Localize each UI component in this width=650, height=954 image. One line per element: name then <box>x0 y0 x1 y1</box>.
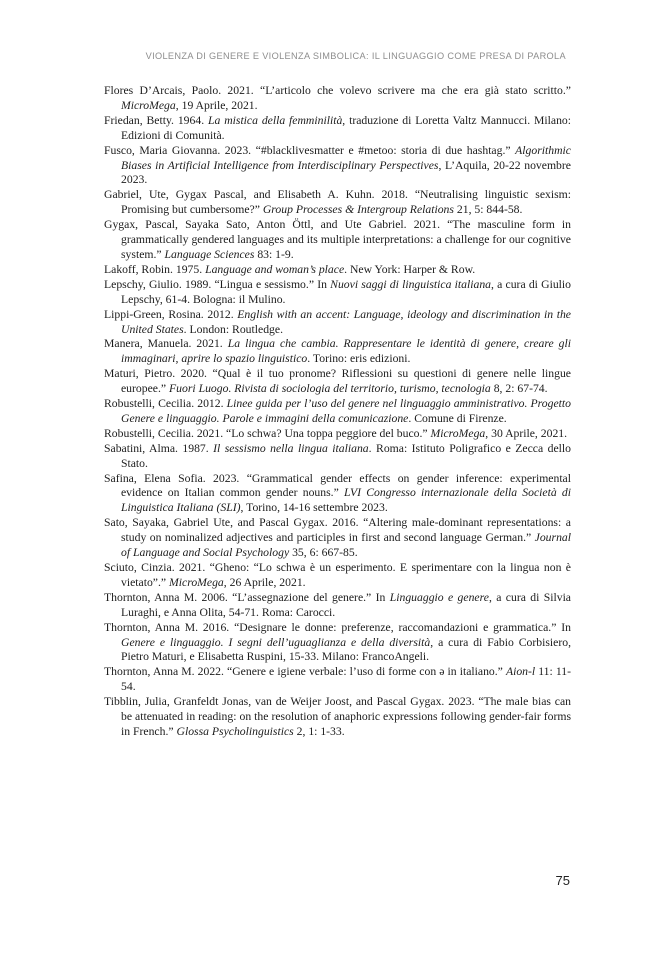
reference-entry <box>104 263 571 278</box>
reference-entry <box>104 144 571 189</box>
reference-entry <box>104 516 571 561</box>
reference-text: Sabatini, Alma. 1987. <box>104 441 214 455</box>
reference-title-italic: Il sessismo nella lingua italiana <box>213 441 369 455</box>
reference-text: . New York: Harper & Row. <box>344 262 476 276</box>
reference-entry <box>104 367 571 397</box>
reference-text: , 30 Aprile, 2021. <box>485 426 568 440</box>
reference-text: 21, 5: 844-58. <box>453 203 523 217</box>
reference-text: 8, 2: 67-74. <box>490 382 548 396</box>
reference-text: . London: Routledge. <box>183 322 283 336</box>
reference-text: Robustelli, Cecilia. 2021. “Lo schwa? Una toppa peggiore del buco.” <box>104 426 431 440</box>
reference-title-italic: Genere e linguaggio. I segni dell’uguaglianza e della diversità <box>121 635 431 649</box>
reference-title-italic: Glossa Psycholinguistics <box>176 724 294 738</box>
reference-text: Friedan, Betty. 1964. <box>104 113 208 127</box>
reference-title-italic: Fuori Luogo. Rivista di sociologia del territorio, turismo, tecnologia <box>169 382 491 396</box>
reference-text: , a cura di Silvia Luraghi, e Anna Olita, 54-71. Roma: Carocci. <box>121 590 571 619</box>
reference-entry <box>104 695 571 740</box>
reference-entry <box>104 218 571 263</box>
reference-text: , Torino, 14-16 settembre 2023. <box>240 501 388 515</box>
reference-title-italic: English with an accent: Language, ideology and discrimination in the United States <box>121 307 571 336</box>
reference-text: Flores D’Arcais, Paolo. 2021. “L’articolo che volevo scrivere ma che era già stato scritto.” <box>104 84 571 97</box>
reference-title-italic: MicroMega <box>169 575 224 589</box>
reference-title-italic: MicroMega <box>430 426 486 440</box>
reference-text: Fusco, Maria Giovanna. 2023. “#blacklivesmatter e #metoo: storia di due hashtag.” <box>104 143 516 157</box>
reference-entry <box>104 427 571 442</box>
reference-entry <box>104 278 571 308</box>
reference-text: , a cura di Giulio Lepschy, 61-4. Bologna: il Mulino. <box>121 277 572 306</box>
reference-text: , 26 Aprile, 2021. <box>223 575 306 589</box>
reference-title-italic: La mistica della femminilità <box>208 113 343 127</box>
reference-text: , traduzione di Loretta Valtz Mannucci. Milano: Edizioni di Comunità. <box>121 113 572 142</box>
reference-entry <box>104 442 571 472</box>
reference-text: Gygax, Pascal, Sayaka Sato, Anton Öttl, and Ute Gabriel. 2021. “The masculine form in grammatically gendered languages and its multiple interpretations: a challenge for our cognitive system.” <box>104 218 571 261</box>
reference-text: Lippi-Green, Rosina. 2012. <box>104 307 238 321</box>
reference-entry <box>104 114 571 144</box>
reference-title-italic: Language and woman’s place <box>205 262 345 276</box>
reference-text: . Comune di Firenze. <box>408 411 507 425</box>
reference-text: . Roma: Istituto Poligrafico e Zecca dello Stato. <box>121 441 571 470</box>
reference-entry <box>104 621 571 666</box>
reference-text: , L’Aquila, 20-22 novembre 2023. <box>121 158 571 187</box>
reference-text: 35, 6: 667-85. <box>289 546 358 560</box>
reference-entry <box>104 337 571 367</box>
reference-entry <box>104 472 571 517</box>
reference-title-italic: LVI Congresso internazionale della Società di Linguistica Italiana (SLI) <box>121 486 571 515</box>
reference-title-italic: Aion-l <box>505 665 536 679</box>
reference-text: Gabriel, Ute, Gygax Pascal, and Elisabeth A. Kuhn. 2018. “Neutralising linguistic sexism: Promising but cumbersome?” <box>104 188 571 217</box>
reference-text: Robustelli, Cecilia. 2012. <box>104 397 227 411</box>
reference-text: 11: 11-54. <box>121 665 571 694</box>
reference-title-italic: Linguaggio e genere <box>389 590 489 604</box>
reference-text: , a cura di Fabio Corbisiero, Pietro Maturi, e Elisabetta Ruspini, 15-33. Milano: FrancoAngeli. <box>121 635 572 664</box>
reference-text: Thornton, Anna M. 2022. “Genere e igiene verbale: l’uso di forme con ə in italiano.” <box>104 665 506 679</box>
reference-title-italic: Journal of Language and Social Psychology <box>121 531 571 560</box>
reference-entry <box>104 591 571 621</box>
reference-text: Manera, Manuela. 2021. <box>104 337 228 351</box>
reference-text: Thornton, Anna M. 2006. “L’assegnazione del genere.” In <box>104 590 390 604</box>
running-head: VIOLENZA DI GENERE E VIOLENZA SIMBOLICA: IL LINGUAGGIO COME PRESA DI PAROLA <box>145 51 566 61</box>
reference-title-italic: Language Sciences <box>164 247 255 261</box>
reference-title-italic: La lingua che cambia. Rappresentare le identità di genere, creare gli immaginari, aprire lo spazio linguistico <box>121 337 571 366</box>
reference-text: . Torino: eris edizioni. <box>307 352 411 366</box>
reference-title-italic: Algorithmic Biases in Artificial Intelligence from Interdisciplinary Perspectives <box>121 143 571 172</box>
reference-title-italic: Nuovi saggi di linguistica italiana <box>330 277 492 291</box>
reference-entry <box>104 308 571 338</box>
reference-text: 83: 1-9. <box>254 247 294 261</box>
reference-text: Tibblin, Julia, Granfeldt Jonas, van de Weijer Joost, and Pascal Gygax. 2023. “The male bias can be attenuated in reading: on the resolution of anaphoric expressions following gender-fair forms in French.” <box>104 695 571 738</box>
page-number: 75 <box>555 873 570 888</box>
reference-text: , 19 Aprile, 2021. <box>175 98 258 112</box>
reference-list <box>104 84 571 740</box>
reference-text: Lakoff, Robin. 1975. <box>104 262 206 276</box>
reference-text: Maturi, Pietro. 2020. “Qual è il tuo pronome? Riflessioni su questioni di genere nelle lingue europee.” <box>104 367 571 396</box>
reference-entry <box>104 397 571 427</box>
reference-text: Lepschy, Giulio. 1989. “Lingua e sessismo.” In <box>104 277 331 291</box>
reference-title-italic: Group Processes & Intergroup Relations <box>262 203 454 217</box>
reference-text: Safina, Elena Sofia. 2023. “Grammatical gender effects on gender inference: experimental evidence on Italian common gender nouns.” <box>104 471 571 500</box>
reference-entry <box>104 561 571 591</box>
reference-text: Sciuto, Cinzia. 2021. “Gheno: “Lo schwa è un esperimento. E sperimentare con la lingua non è vietato”.” <box>104 561 571 589</box>
reference-text: Thornton, Anna M. 2016. “Designare le donne: preferenze, raccomandazioni e grammatica.” In <box>104 620 571 634</box>
reference-entry <box>104 188 571 218</box>
reference-title-italic: MicroMega <box>121 98 176 112</box>
reference-text: 2, 1: 1-33. <box>293 724 345 738</box>
reference-entry <box>104 665 571 695</box>
reference-title-italic: Linee guida per l’uso del genere nel linguaggio amministrativo. Progetto Genere e linguaggio. Parole e immagini della comunicazione <box>121 397 571 425</box>
reference-entry <box>104 84 571 114</box>
reference-text: Sato, Sayaka, Gabriel Ute, and Pascal Gygax. 2016. “Altering male-dominant representations: a study on nominalized adjectives and participles in first and second language German.” <box>104 516 571 545</box>
